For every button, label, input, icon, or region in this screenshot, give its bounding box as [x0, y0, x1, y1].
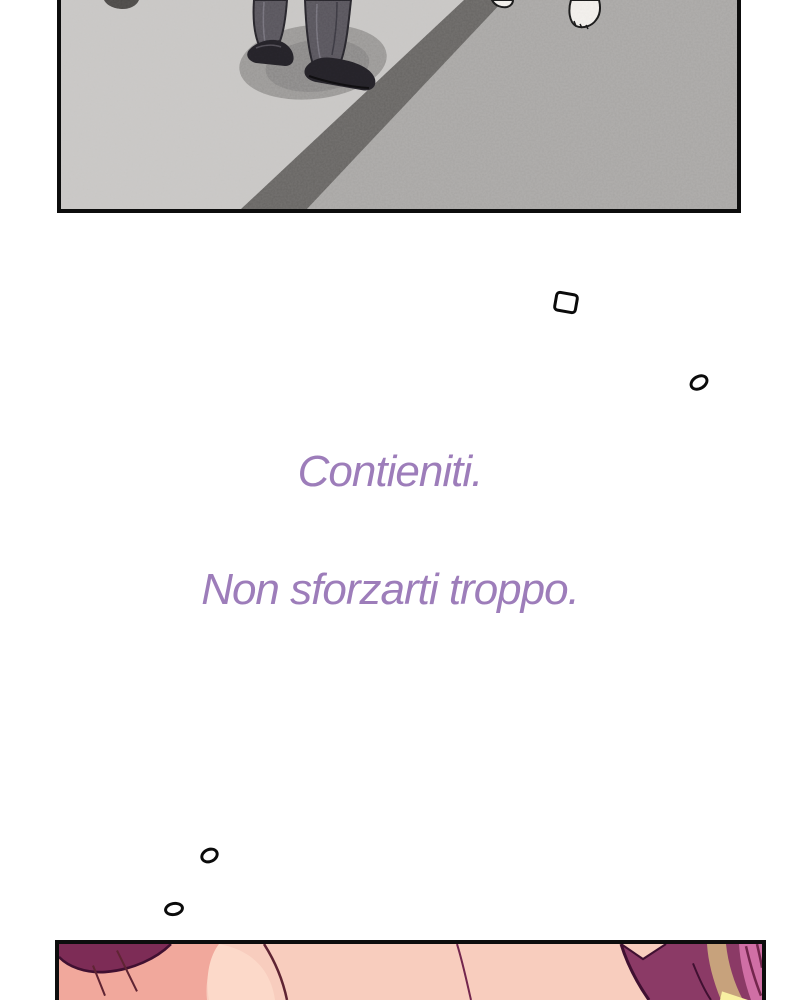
debris-petal [552, 290, 579, 315]
street-panel [57, 0, 741, 213]
dialogue-line-1: Contieniti. [297, 447, 483, 496]
closeup-scene-art [59, 944, 762, 1000]
dialogue-line-2: Non sforzarti troppo. [201, 565, 579, 614]
street-scene-art [61, 0, 737, 209]
grain-texture [61, 0, 737, 209]
debris-petal [163, 900, 185, 917]
debris-petal [687, 371, 712, 394]
debris-petal [198, 845, 222, 867]
closeup-panel [55, 940, 766, 1000]
